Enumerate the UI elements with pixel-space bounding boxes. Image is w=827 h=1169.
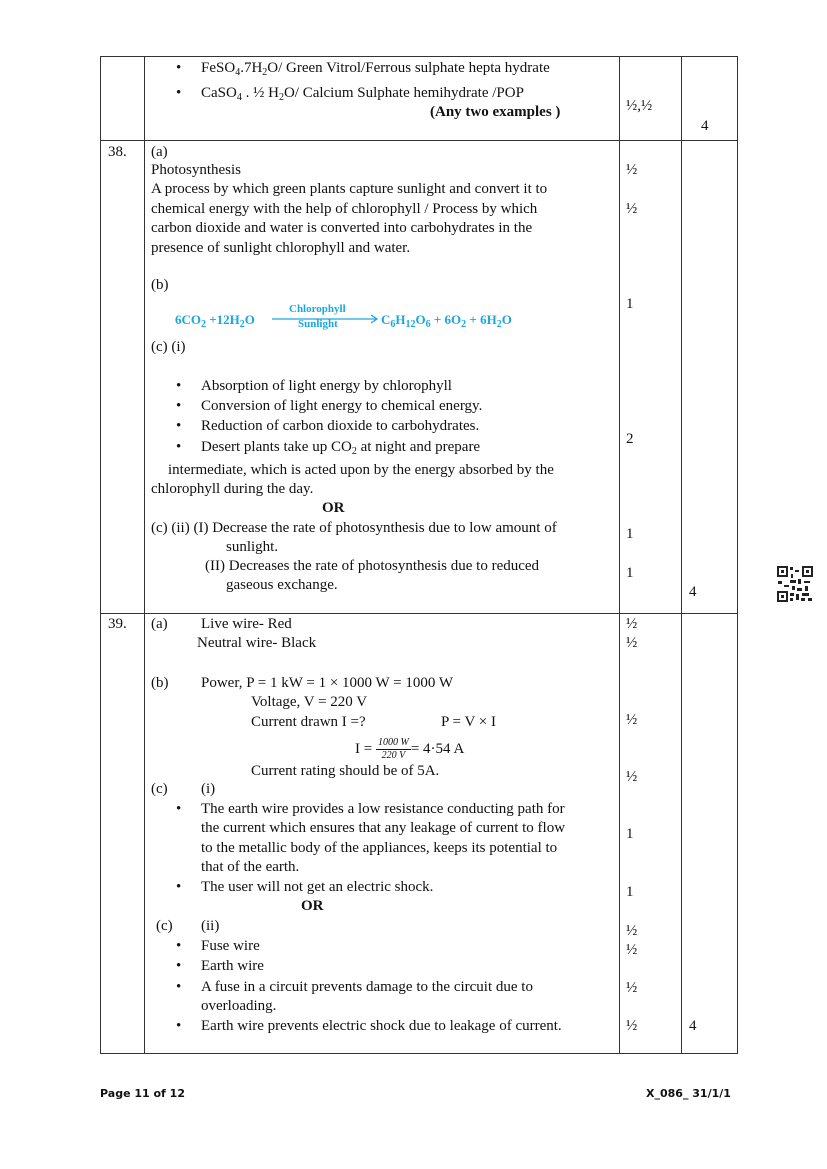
answer-line: the current which ensures that any leakage of current to flow (201, 820, 566, 836)
paper-code: X_086_ 31/1/1 (646, 1087, 731, 1100)
bullet-item: • A fuse in a circuit prevents damage to the circuit due to (201, 978, 533, 997)
reaction-arrow-icon (272, 314, 382, 324)
denominator: 220 V (381, 750, 406, 761)
part-label: (a) (151, 616, 168, 632)
marks: ½ (626, 942, 638, 958)
marks: 1 (626, 565, 634, 581)
bullet-item: • Desert plants take up $CO_2$ at night and prepare (201, 438, 480, 457)
equation-condition: Sunlight (298, 318, 338, 330)
marks: ½ (626, 1018, 638, 1034)
column-divider (619, 57, 620, 1053)
row-divider (101, 140, 737, 141)
part-label: (c) (i) (151, 339, 186, 355)
example-caso4: • CaSO$_4$ . ½ $H_2O/$ Calcium Sulphate hemihydrate /POP (201, 84, 524, 103)
bullet-item: • Earth wire prevents electric shock due to leakage of current. (201, 1017, 562, 1036)
any-two-note: (Any two examples ) (430, 104, 561, 120)
marks: ½ (626, 769, 638, 785)
part-label: (b) (151, 675, 169, 691)
question-number: 38. (108, 144, 127, 160)
answer-line: (c) (ii) (I) Decrease the rate of photosynthesis due to low amount of (151, 520, 557, 536)
bullet-item: • Absorption of light energy by chlorophyll (201, 377, 452, 396)
marks: ½ (626, 712, 638, 728)
answer-line: Current rating should be of 5A. (251, 763, 440, 779)
or-separator: OR (322, 500, 345, 516)
formula-lhs: I = (355, 740, 373, 757)
marks: 1 (626, 526, 634, 542)
answer-line: A process by which green plants capture sunlight and convert it to (151, 181, 548, 197)
answer-line: Neutral wire- Black (197, 635, 317, 651)
answer-line: carbon dioxide and water is converted into carbohydrates in the (151, 220, 533, 236)
answer-line: intermediate, which is acted upon by the energy absorbed by the (168, 462, 554, 478)
total-marks: 4 (701, 118, 709, 134)
marks: ½ (626, 635, 638, 651)
answer-line: presence of sunlight chlorophyll and water. (151, 240, 411, 256)
sub-part-label: (i) (201, 781, 216, 797)
bullet-item: • The earth wire provides a low resistance conducting path for (201, 800, 565, 819)
column-divider (144, 57, 145, 1053)
equation-catalyst: Chlorophyll (289, 303, 346, 315)
answer-line: to the metallic body of the appliances, keeps its potential to (201, 840, 558, 856)
bullet-item: • The user will not get an electric shock. (201, 878, 433, 897)
or-separator: OR (301, 898, 324, 914)
answer-line: that of the earth. (201, 859, 300, 875)
qr-code-icon (776, 565, 814, 603)
total-marks: 4 (689, 1018, 697, 1034)
answer-line: (II) Decreases the rate of photosynthesis due to reduced (205, 558, 540, 574)
equation-products: $C_6H_{12}O_6 + 6O_2 + 6H_2O$ (381, 312, 512, 330)
answer-line: Power, P = 1 kW = 1 × 1000 W = 1000 W (201, 675, 453, 691)
bullet-item: • Fuse wire (201, 937, 260, 956)
bullet-item: • Earth wire (201, 957, 264, 976)
fraction (376, 737, 411, 762)
marks: 1 (626, 296, 634, 312)
part-label: (a) (151, 144, 168, 160)
total-marks: 4 (689, 584, 697, 600)
example-feso4: • $FeSO_4.7H_2O/$ Green Vitrol/Ferrous sulphate hepta hydrate (201, 59, 550, 78)
answer-line: Current drawn I =? (251, 714, 366, 730)
marks: ½ (626, 616, 638, 632)
bullet-item: • Reduction of carbon dioxide to carbohydrates. (201, 417, 479, 436)
page-number: Page 11 of 12 (100, 1087, 185, 1100)
part-label: (c) (156, 918, 173, 934)
answer-term: Photosynthesis (151, 162, 242, 178)
answer-line: Live wire- Red (201, 616, 292, 632)
bullet-item: • Conversion of light energy to chemical energy. (201, 397, 482, 416)
formula-result: = 4·54 A (410, 740, 465, 757)
answer-line: chlorophyll during the day. (151, 481, 314, 497)
answer-line: chemical energy with the help of chlorophyll / Process by which (151, 201, 538, 217)
answer-line: gaseous exchange. (226, 577, 338, 593)
sub-part-label: (ii) (201, 918, 220, 934)
answer-line: overloading. (201, 998, 277, 1014)
marks: ½,½ (626, 98, 653, 114)
answer-line: Voltage, V = 220 V (251, 694, 368, 710)
row-divider (101, 613, 737, 614)
equation-reactants: $6CO_2 +12H_2O$ (175, 312, 255, 330)
marks: 2 (626, 431, 634, 447)
answer-line: P = V × I (441, 714, 496, 730)
marks: 1 (626, 884, 634, 900)
marks: ½ (626, 980, 638, 996)
marks: 1 (626, 826, 634, 842)
column-divider (681, 57, 682, 1053)
answer-line: sunlight. (226, 539, 279, 555)
question-number: 39. (108, 616, 127, 632)
part-label: (c) (151, 781, 168, 797)
marks: ½ (626, 923, 638, 939)
numerator: 1000 W (377, 737, 409, 748)
marks: ½ (626, 201, 638, 217)
marks: ½ (626, 162, 638, 178)
part-label: (b) (151, 277, 169, 293)
current-formula (355, 737, 464, 762)
